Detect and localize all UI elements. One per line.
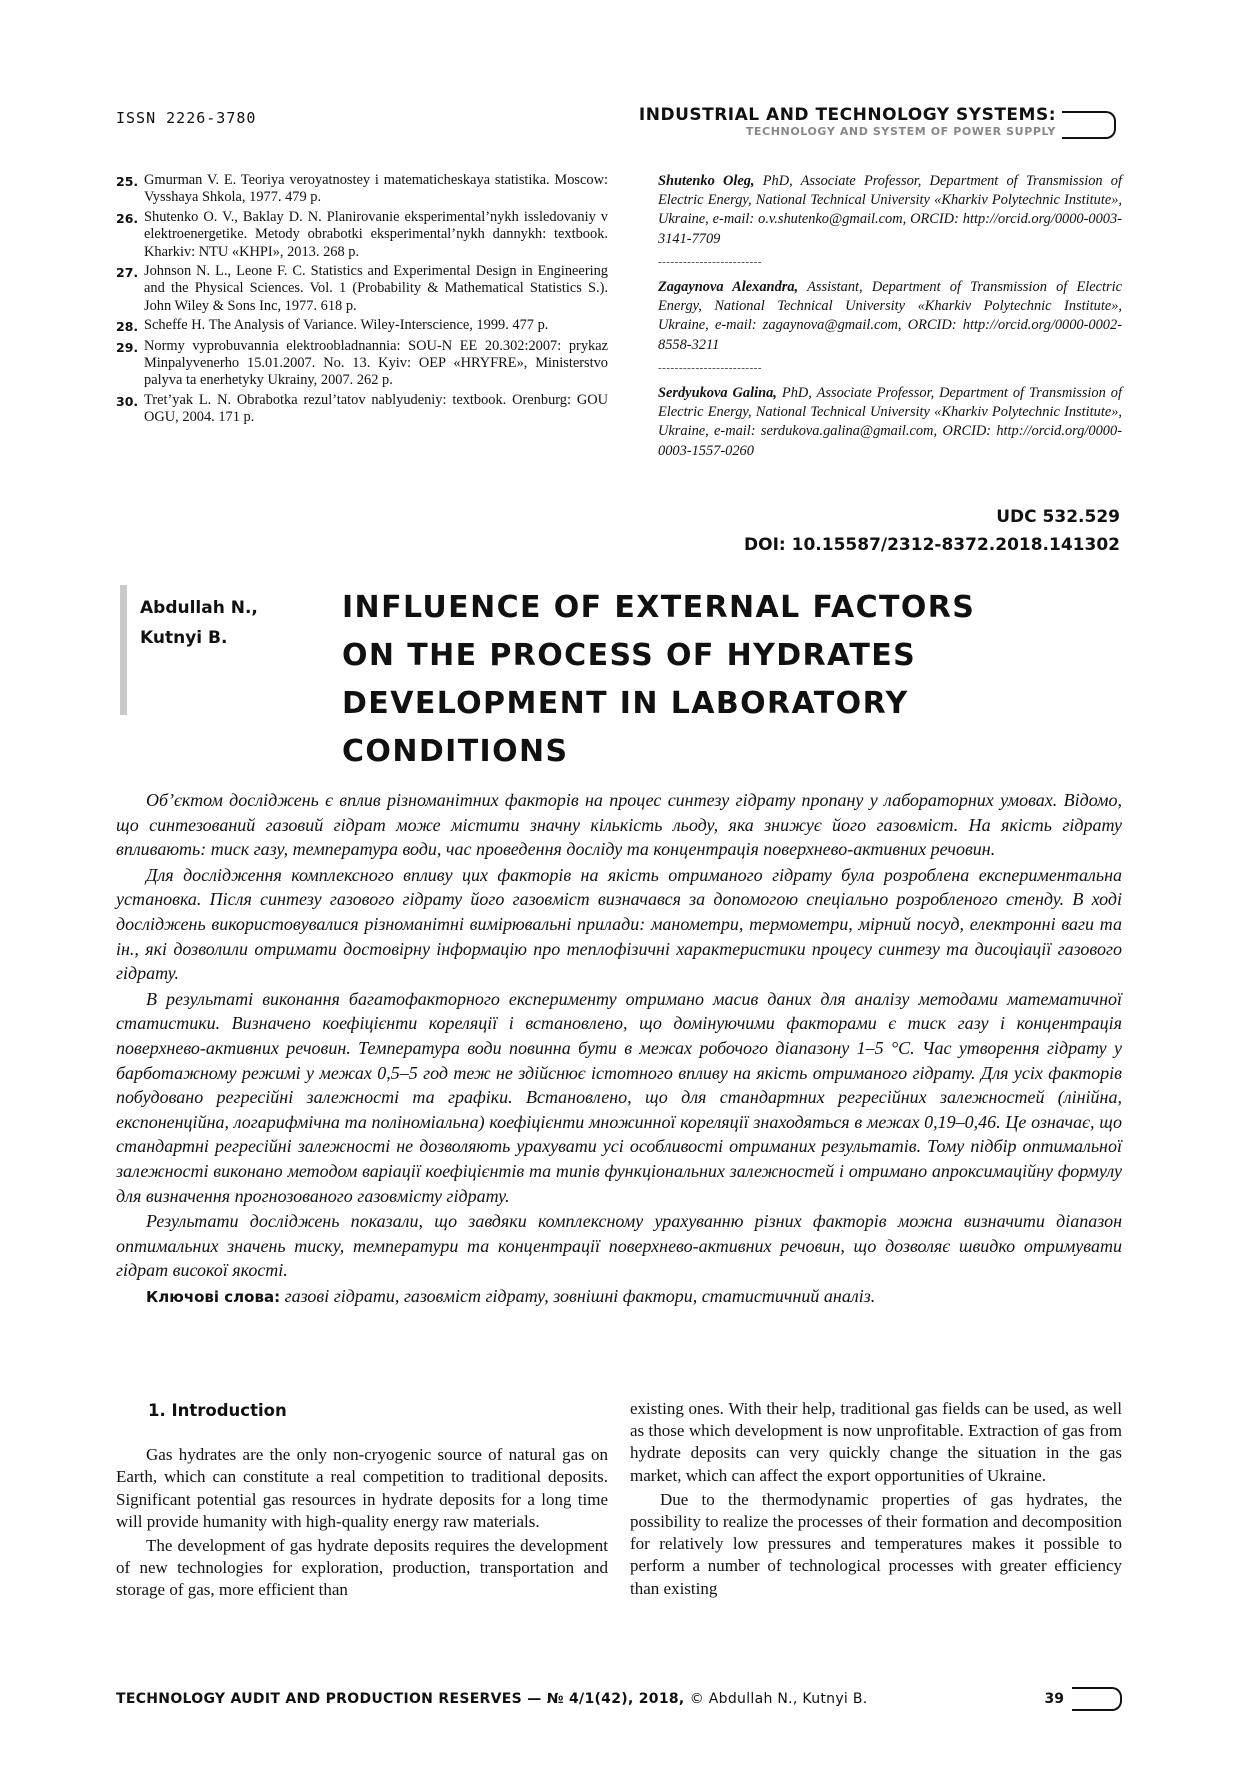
author-details: PhD, Associate Professor, Department of Transmission of Electric Energy, National Technical University «Kharkiv Polytechnic Institute», Ukraine, e-mail: o.v.shutenko@gmail.com, ORCID: http://orcid.org/0000-0003-3141-7709: [658, 173, 1122, 247]
reference-number: 27.: [116, 265, 139, 281]
page-header: [116, 103, 1116, 143]
section-title: 1. Introduction: [148, 1401, 287, 1420]
reference-item: [116, 209, 608, 261]
separator: -------------------------: [658, 255, 763, 268]
author-details: PhD, Associate Professor, Department of Transmission of Electric Energy, National Technical University «Kharkiv Polytechnic Institute», Ukraine, e-mail: serdukova.galina@gmail.com, ORCID: http://orcid.org/0000-0003-1557-0260: [658, 385, 1122, 459]
title-line: DEVELOPMENT IN LABORATORY: [342, 686, 909, 721]
separator: -------------------------: [658, 361, 763, 374]
author-info-list: [658, 172, 1122, 461]
abstract-paragraph: Для дослідження комплексного впливу цих факторів на якість отриманого гідрату була розроблена експериментальна установка. Після синтезу газового гідрату його газовміст визначався за допомогою спеціально розробленого стенду. В ході досліджень використовувалися різноманітні вимірювальні прилади: манометри, термометри, мірний посуд, електронні ваги та ін., які дозволили отримати достовірну інформацію про теплофізичні характеристики процесу синтезу та дисоціації газового гідрату.: [116, 864, 1122, 984]
reference-text: Gmurman V. E. Teoriya veroyatnostey i matematicheskaya statistika. Moscow: Vysshaya Shkola, 1977. 479 p.: [144, 172, 608, 206]
issn: ISSN 2226-3780: [116, 109, 257, 127]
reference-item: [116, 392, 608, 427]
reference-number: 25.: [116, 174, 139, 189]
author-details: Assistant, Department of Transmission of Electric Energy, National Technical University «Kharkiv Polytechnic Institute», Ukraine, e-mail: zagaynova@gmail.com, ORCID: http://orcid.org/0000-0002-8558-3211: [658, 279, 1122, 353]
body-paragraph: The development of gas hydrate deposits requires the development of new technologies for exploration, production, transportation and storage of gas, more efficient than: [116, 1536, 608, 1600]
reference-number: 28.: [116, 319, 139, 335]
doi: DOI: 10.15587/2312-8372.2018.141302: [744, 535, 1120, 555]
reference-item: [116, 263, 608, 315]
footer-rule: [1072, 1687, 1122, 1711]
keywords-text: газові гідрати, газовміст гідрату, зовнішні фактори, статистичний аналіз.: [284, 1285, 876, 1306]
keywords: [116, 1284, 1122, 1310]
footer-copyright: © Abdullah N., Kutnyi B.: [689, 1691, 868, 1707]
author-name: Shutenko Oleg,: [658, 173, 755, 189]
body-paragraph: Gas hydrates are the only non-cryogenic source of natural gas on Earth, which can constitute a real competition to traditional deposits. Significant potential gas resources in hydrate deposits for a long time will provide humanity with high-quality energy raw materials.: [116, 1445, 608, 1531]
reference-number: 30.: [116, 393, 139, 409]
author-accent-bar: [120, 585, 127, 715]
reference-item: [116, 317, 608, 335]
reference-item: [116, 172, 608, 207]
author-info: [658, 172, 1122, 249]
abstract: [116, 788, 1122, 1310]
reference-text: Tret’yak L. N. Obrabotka rezul’tatov nablyudeniy: textbook. Orenburg: GOU OGU, 2004. 171 p.: [144, 391, 608, 426]
title-line: CONDITIONS: [342, 734, 569, 769]
abstract-paragraph: Об’єктом досліджень є вплив різноманітних факторів на процес синтезу гідрату пропану у лабораторних умовах. Відомо, що синтезований газовий гідрат може містити значну кількість льоду, яка знижує його газовміст. На якість гідрату впливають: тиск газу, температура води, час проведення досліду та концентрація поверхнево-активних речовин.: [116, 790, 1122, 860]
footer-journal: [116, 1691, 868, 1707]
reference-list: [116, 172, 608, 429]
abstract-paragraph: В результаті виконання багатофакторного експерименту отримано масив даних для аналізу методами математичної статистики. Визначено коефіцієнти кореляції і встановлено, що домінуючими факторами є тиск газу і концентрація поверхнево-активних речовин. Температура води повинна бути в межах робочого діапазону 1–5 °C. Час утворення гідрату у барботажному режимі у межах 0,5–5 год теж не здійснює істотного впливу на якість отриманого гідрату. Для усіх факторів побудовано регресійні залежності та графіки. Встановлено, що для стандартних регресійних залежностей (лінійна, експоненційна, логарифмічна та поліноміальна) коефіцієнти множинної кореляції знаходяться в межах 0,19–0,46. Це означає, що стандартні регресійні залежності не дозволяють урахувати усі особливості отриманих результатів. Тому підбір оптимальної залежності виконано методом варіації коефіцієнтів та типів функціональних залежностей і отримано апроксимаційну формулу для визначення прогнозованого газовмісту гідрату.: [116, 988, 1122, 1206]
article-author: Kutnyi B.: [140, 628, 228, 648]
reference-text: Scheffe H. The Analysis of Variance. Wiley-Interscience, 1999. 477 p.: [144, 317, 549, 334]
journal-subtitle: TECHNOLOGY AND SYSTEM OF POWER SUPPLY: [745, 125, 1056, 138]
udc-code: UDC 532.529: [996, 507, 1120, 527]
header-rule: [1062, 111, 1116, 139]
article-authors: [140, 593, 258, 653]
reference-text: Johnson N. L., Leone F. C. Statistics and Experimental Design in Engineering and the Physical Sciences. Vol. 1 (Probability & Mathematical Statistics S.). John Wiley & Sons Inc, 1977. 618 p.: [144, 263, 608, 314]
reference-number: 29.: [116, 339, 139, 355]
body-paragraph: existing ones. With their help, traditional gas fields can be used, as well as those which development is now unprofitable. Extraction of gas from hydrate deposits can very quickly change the situation in the gas market, which can affect the export opportunities of Ukraine.: [630, 1399, 1122, 1485]
reference-text: Shutenko O. V., Baklay D. N. Planirovanie eksperimental’nykh issledovaniy v elektroenergetike. Metody obrabotki eksperimental’nykh dannykh: textbook. Kharkiv: NTU «KHPI», 2013. 268 p.: [144, 208, 608, 260]
reference-text: Normy vyprobuvannia elektroobladnannia: SOU-N EE 20.302:2007: prykaz Minpalyvenerho 15.01.2007. No. 13. Kyiv: OEP «HRYFRE», Ministerstvo palyva ta enerhetyky Ukrainy, 2007. 262 p.: [144, 337, 608, 389]
article-author: Abdullah N.,: [140, 598, 258, 618]
author-info: [658, 384, 1122, 461]
reference-number: 26.: [116, 210, 139, 226]
author-name: Zagaynova Alexandra,: [658, 279, 799, 296]
abstract-paragraph: Результати досліджень показали, що завдяки комплексному урахуванню різних факторів можна визначити діапазон оптимальних значень тиску, температури та концентрації поверхнево-активних речовин, що дозволяє швидко отримувати гідрат високої якості.: [116, 1211, 1122, 1281]
page-footer: [116, 1687, 1122, 1717]
body-column-left: [116, 1398, 608, 1604]
footer-journal-name: TECHNOLOGY AUDIT AND PRODUCTION RESERVES — № 4/1(42), 2018,: [116, 1691, 685, 1707]
body-column-right: [630, 1398, 1122, 1602]
body-paragraph: Due to the thermodynamic properties of gas hydrates, the possibility to realize the processes of their formation and decomposition for relatively low pressures and temperatures makes it possible to perform a number of technological processes with greater efficiency than existing: [630, 1489, 1122, 1598]
title-line: INFLUENCE OF EXTERNAL FACTORS: [342, 590, 976, 625]
title-line: ON THE PROCESS OF HYDRATES: [342, 638, 917, 673]
author-info: [658, 278, 1122, 355]
keywords-label: Ключові слова:: [146, 1287, 281, 1306]
article-title: [342, 584, 1122, 776]
journal-title: INDUSTRIAL AND TECHNOLOGY SYSTEMS:: [638, 105, 1056, 125]
page-number: 39: [1044, 1691, 1064, 1707]
reference-item: [116, 338, 608, 390]
author-name: Serdyukova Galina,: [658, 385, 777, 402]
